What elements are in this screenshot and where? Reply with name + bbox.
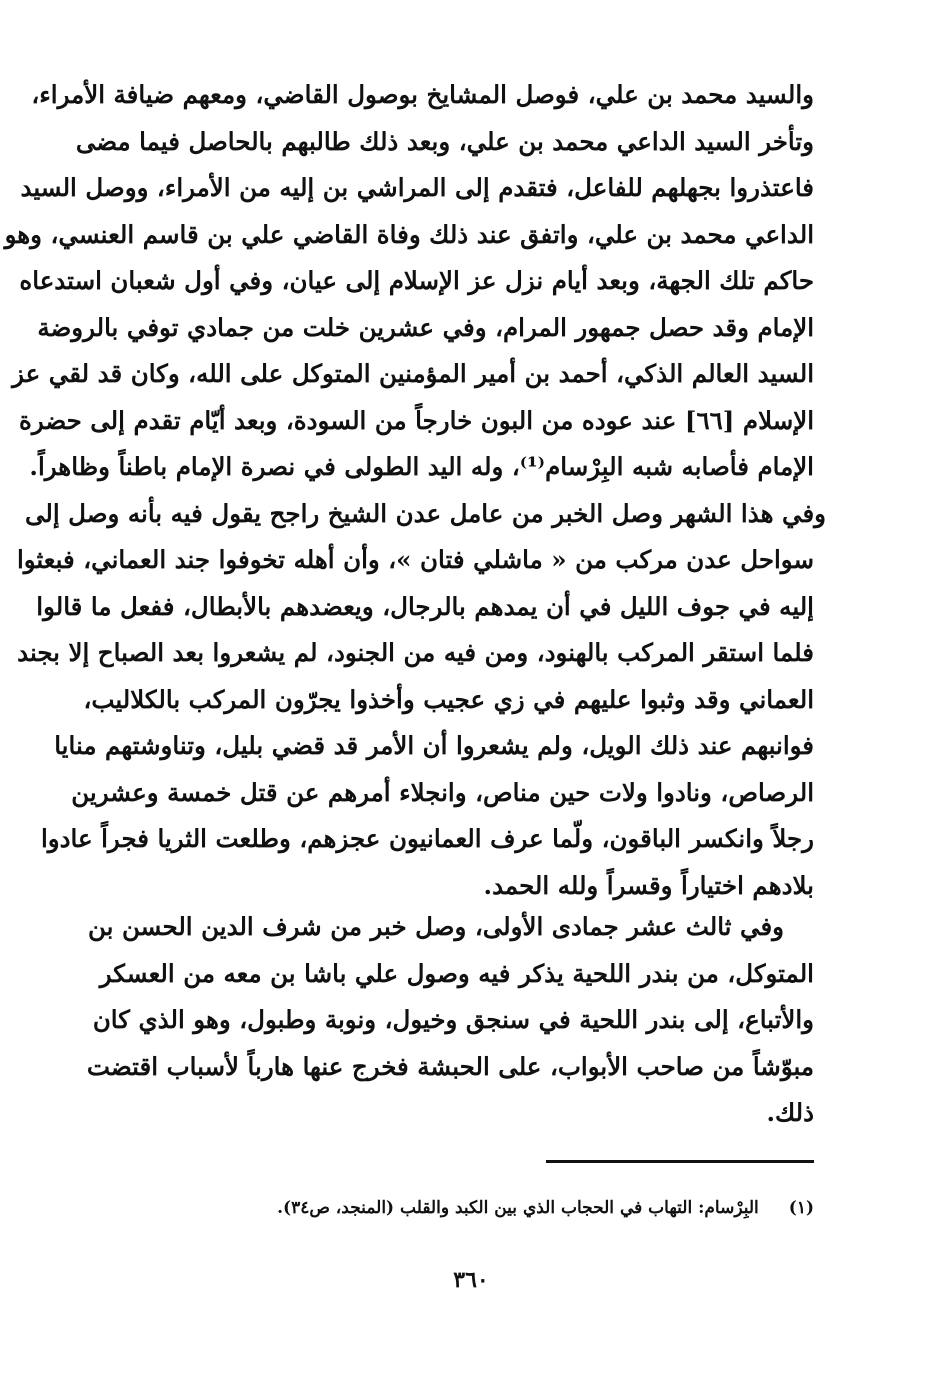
text-line: الإمام وقد حصل جمهور المرام، وفي عشرين خلت من جمادي توفي بالروضة	[37, 312, 814, 342]
text-line: وفي ثالث عشر جمادى الأولى، وصل خبر من شرف الدين الحسن بن	[88, 912, 784, 941]
text-line: المتوكل، من بندر اللحية يذكر فيه وصول علي باشا بن معه من العسكر	[99, 958, 814, 988]
footnote-text: البِرْسام: التهاب في الحجاب الذي بين الكبد والقلب (المنجد، ص٣٤).	[277, 1198, 759, 1218]
text-line: الإمام فأصابه شبه البِرْسام⁽¹⁾، وله اليد الطولى في نصرة الإمام باطناً وظاهراً.	[29, 452, 814, 481]
text-line: فاعتذروا بجهلهم للفاعل، فتقدم إلى المراشي بن إليه من الأمراء، ووصل السيد	[20, 173, 814, 202]
text-line: حاكم تلك الجهة، وبعد أيام نزل عز الإسلام إلى عيان، وفي أول شعبان استدعاه	[19, 266, 814, 295]
text-line: فوانبهم عند ذلك الويل، ولم يشعروا أن الأمر قد قضي بليل، وتناوشتهم منايا	[54, 731, 814, 760]
page-number: ٣٦٠	[453, 1267, 489, 1293]
text-line: رجلاً وانكسر الباقون، ولّما عرف العمانيون عجزهم، وطلعت الثريا فجراً عادوا	[40, 824, 814, 853]
text-line: والأتباع، إلى بندر اللحية في سنجق وخيول، ونوبة وطبول، وهو الذي كان	[92, 1005, 814, 1034]
paragraph-2	[86, 904, 814, 1137]
footnote-divider	[546, 1160, 814, 1163]
text-line: مبوّشاً من صاحب الأبواب، على الحبشة فخرج عنها هارباً لأسباب اقتضت	[86, 1051, 814, 1081]
text-line: الداعي محمد بن علي، واتفق عند ذلك وفاة القاضي علي بن قاسم العنسي، وهو	[4, 219, 814, 249]
text-line: بلادهم اختياراً وقسراً ولله الحمد.	[483, 870, 814, 900]
text-line: إليه في جوف الليل في أن يمدهم بالرجال، ويعضدهم بالأبطال، ففعل ما قالوا	[36, 591, 814, 621]
text-line: الإسلام [٦٦] عند عوده من البون خارجاً من السودة، وبعد أيّام تقدم إلى حضرة	[18, 405, 814, 435]
text-line: السيد العالم الذكي، أحمد بن أمير المؤمنين المتوكل على الله، وكان قد لقي عز	[12, 359, 814, 388]
paragraph-1	[4, 72, 826, 909]
footnote	[108, 1190, 814, 1226]
text-line: وفي هذا الشهر وصل الخبر من عامل عدن الشيخ راجح يقول فيه بأنه وصل إلى	[24, 498, 826, 528]
text-line: وتأخر السيد الداعي محمد بن علي، وبعد ذلك طالبهم بالحاصل فيما مضى	[75, 126, 814, 156]
text-line: سواحل عدن مركب من « ماشلي فتان »، وأن أهله تخوفوا جند العماني، فبعثوا	[16, 545, 814, 574]
text-line: العماني وقد وثبوا عليهم في زي عجيب وأخذوا يجرّون المركب بالكلاليب،	[83, 684, 814, 714]
footnote-number: (١)	[788, 1198, 814, 1218]
text-line: الرصاص، ونادوا ولات حين مناص، وانجلاء أمرهم عن قتل خمسة وعشرين	[71, 777, 814, 807]
text-line: فلما استقر المركب بالهنود، ومن فيه من الجنود، لم يشعروا بعد الصباح إلا بجند	[17, 638, 814, 667]
text-line: والسيد محمد بن علي، فوصل المشايخ بوصول القاضي، ومعهم ضيافة الأمراء،	[31, 80, 814, 109]
text-line: ذلك.	[766, 1098, 814, 1127]
